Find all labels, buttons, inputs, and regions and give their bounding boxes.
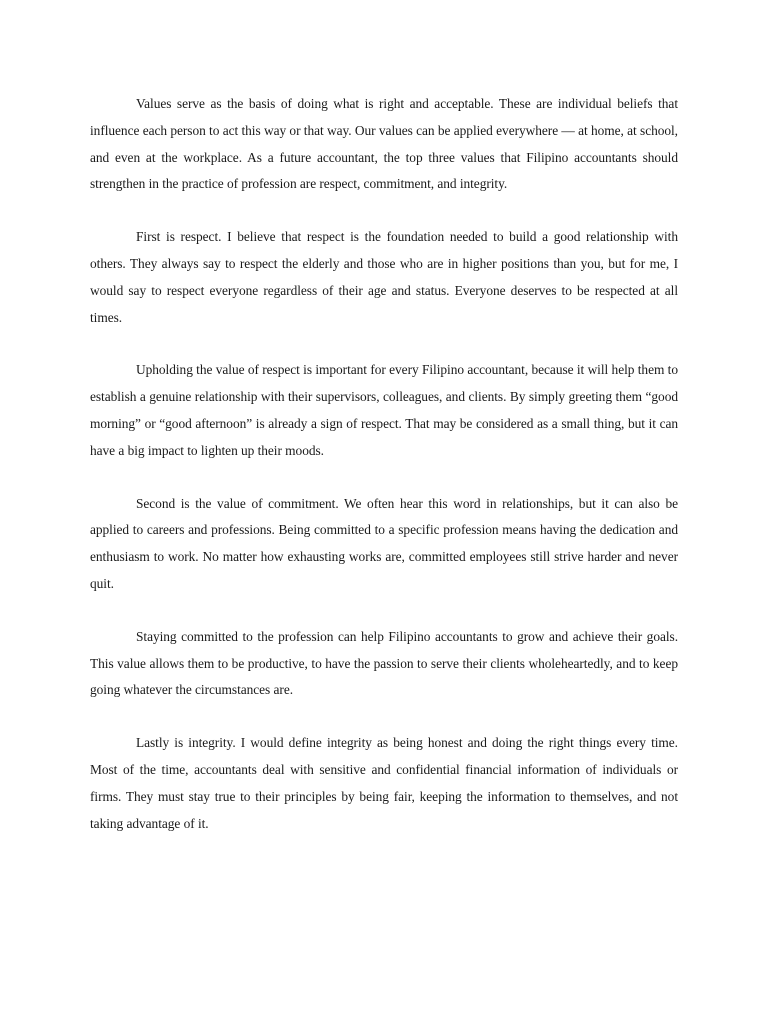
paragraph-commitment-accountants: Staying committed to the profession can help Filipino accountants to grow and achieve their goals. This value allows them to be productive, to have the passion to serve their clients wholeheartedly, and to keep going whatever the circumstances are.	[90, 628, 678, 698]
paragraph-respect: First is respect. I believe that respect is the foundation needed to build a good relationship with others. They always say to respect the elderly and those who are in higher positions than you, but for me, I would say to respect everyone regardless of their age and status. Everyone deserves to be respected at all times.	[90, 229, 678, 325]
paragraph-respect-accountants: Upholding the value of respect is important for every Filipino accountant, because it will help them to establish a genuine relationship with their supervisors, colleagues, and clients. By simply greeting them “good morning” or “good afternoon” is already a sign of respect. That may be considered as a small thing, but it can have a big impact to lighten up their moods.	[90, 362, 678, 458]
paragraph-intro-values: Values serve as the basis of doing what is right and acceptable. These are individual beliefs that influence each person to act this way or that way. Our values can be applied everywhere — at home, at school, and even at the workplace. As a future accountant, the top three values that Filipino accountants should strengthen in the practice of profession are respect, commitment, and integrity.	[90, 96, 678, 192]
paragraph-commitment: Second is the value of commitment. We often hear this word in relationships, but it can also be applied to careers and professions. Being committed to a specific profession means having the dedication and enthusiasm to work. No matter how exhausting works are, committed employees still strive harder and never quit.	[90, 495, 678, 591]
document-body	[90, 91, 678, 863]
paragraph-integrity: Lastly is integrity. I would define integrity as being honest and doing the right things every time. Most of the time, accountants deal with sensitive and confidential financial information of individuals or firms. They must stay true to their principles by being fair, keeping the information to themselves, and not taking advantage of it.	[90, 735, 678, 831]
